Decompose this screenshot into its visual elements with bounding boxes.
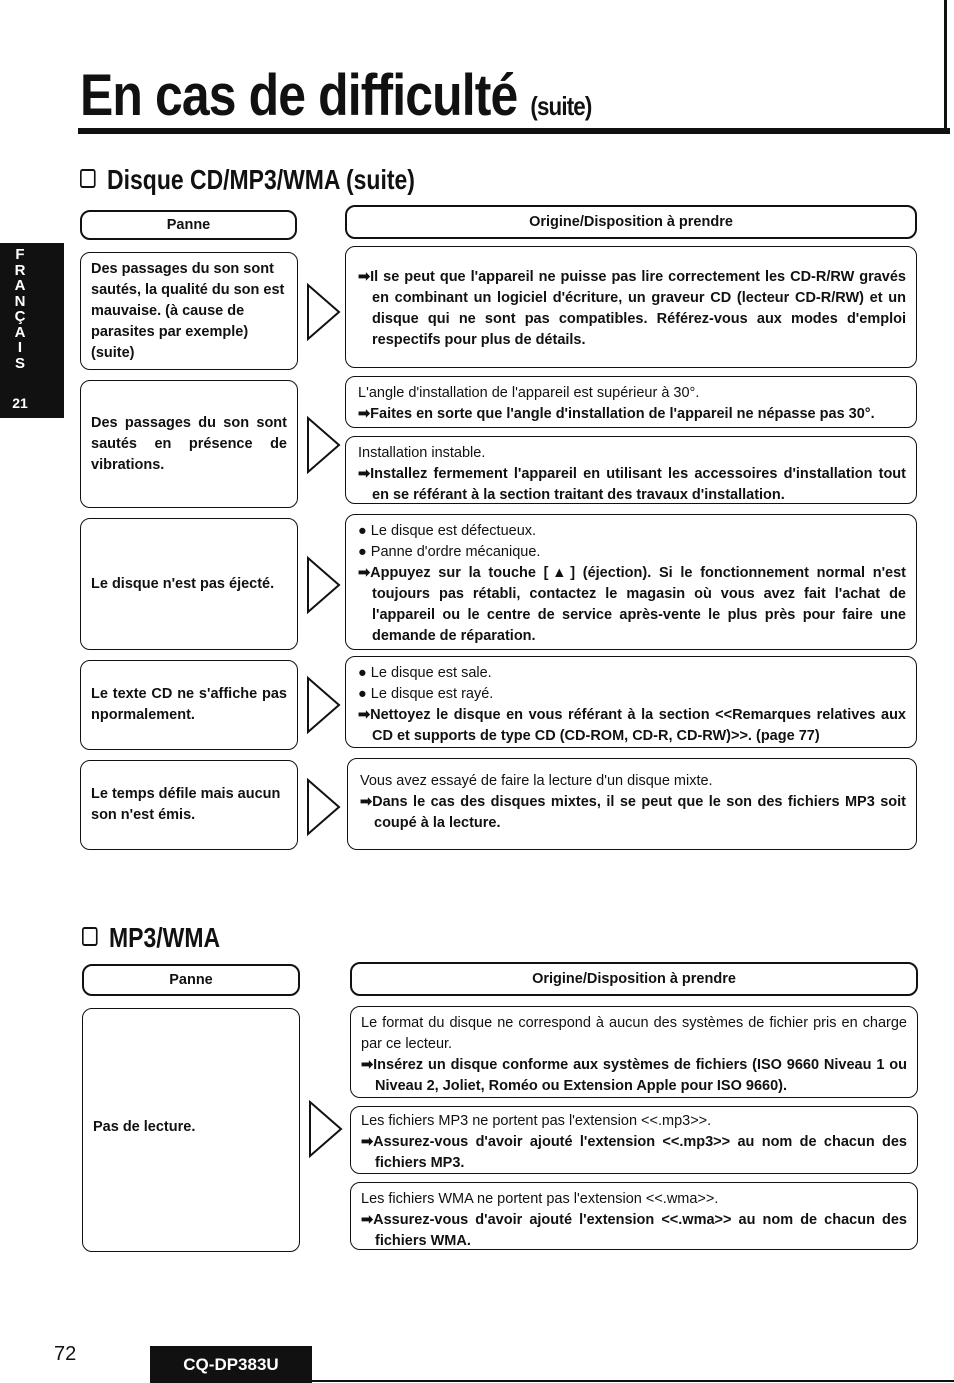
language-tab-letter: S [14, 354, 25, 372]
cause-remedy: ➡Insérez un disque conforme aux systèmes de fichiers (ISO 9660 Niveau 1 ou Niveau 2, Joliet, Roméo ou Extension Apple pour ISO 9660). [361, 1057, 907, 1094]
language-tab-letters [0, 247, 40, 371]
problem-text: Le temps défile mais aucun son n'est émis. [91, 786, 281, 823]
language-tab-letter: N [14, 292, 26, 310]
cause-remedy: ➡Appuyez sur la touche [▲] (éjection). Si le fonctionnement normal n'est toujours pas rétabli, contactez le magasin où vous avez fait l'achat de l'appareil ou le centre de service après-vente le plus près pour faire une demande de réparation. [358, 565, 906, 644]
cause-box [345, 514, 917, 650]
checkbox-square-icon [80, 169, 96, 188]
cause-remedy: ➡Il se peut que l'appareil ne puisse pas lire correctement les CD-R/RW gravés en combinant un logiciel d'écriture, un graveur CD (lecteur CD-R/RW) et un disque qui ne sont pas compatibles. Référez-vous aux modes d'emploi respectifs pour plus de détails. [358, 269, 906, 348]
problem-text: Des passages du son sont sautés, la qualité du son est mauvaise. (à cause de parasites par exemple) (suite) [91, 261, 285, 361]
cause-text: ● Le disque est sale. [358, 665, 492, 681]
cause-text: Les fichiers MP3 ne portent pas l'extension <<.mp3>>. [361, 1113, 712, 1129]
cause-box [347, 758, 917, 850]
section-heading-mp3 [82, 922, 220, 954]
problem-text: Le texte CD ne s'affiche pas npormalement. [91, 686, 287, 723]
section-number: 21 [12, 395, 28, 411]
arrow-right-icon [306, 676, 342, 734]
problem-box [80, 380, 298, 508]
cause-remedy: ➡Assurez-vous d'avoir ajouté l'extension <<.mp3>> au nom de chacun des fichiers MP3. [361, 1134, 907, 1171]
language-tab-letter: A [14, 277, 26, 294]
cause-remedy: ➡Dans le cas des disques mixtes, il se peut que le son des fichiers MP3 soit coupé à la lecture. [360, 794, 906, 831]
language-tab-letter: Ç [14, 308, 26, 325]
right-edge-rule [944, 0, 947, 134]
section-heading-cd [80, 164, 415, 196]
cause-remedy: ➡Installez fermement l'appareil en utilisant les accessoires d'installation tout en se référant à la section traitant des travaux d'installation. [358, 466, 906, 503]
cause-box [345, 656, 917, 748]
language-tab-letter: R [14, 261, 26, 279]
arrow-right-icon [306, 778, 342, 836]
cause-remedy: ➡Nettoyez le disque en vous référant à la section <<Remarques relatives aux CD et supports de type CD (CD-ROM, CD-R, CD-RW)>>. (page 77) [358, 707, 906, 744]
column-header-problem: Panne [82, 964, 300, 996]
problem-box [82, 1008, 300, 1252]
cause-remedy: ➡Assurez-vous d'avoir ajouté l'extension <<.wma>> au nom de chacun des fichiers WMA. [361, 1212, 907, 1249]
title-rule [78, 128, 950, 134]
cause-text: L'angle d'installation de l'appareil est supérieur à 30°. [358, 385, 700, 401]
problem-box [80, 252, 298, 370]
footer-rule [150, 1380, 954, 1382]
page-title [80, 62, 591, 129]
column-header-problem: Panne [80, 210, 297, 240]
cause-text: ● Le disque est défectueux. [358, 523, 537, 539]
arrow-right-icon [308, 1100, 344, 1158]
column-header-cause: Origine/Disposition à prendre [350, 962, 918, 996]
cause-box [345, 246, 917, 368]
arrow-right-icon [306, 556, 342, 614]
cause-box [350, 1106, 918, 1174]
model-label: CQ-DP383U [150, 1346, 312, 1383]
problem-text: Des passages du son sont sautés en présence de vibrations. [91, 414, 287, 473]
problem-text: Pas de lecture. [93, 1119, 196, 1135]
cause-box [350, 1006, 918, 1098]
cause-text: Les fichiers WMA ne portent pas l'extension <<.wma>>. [361, 1191, 719, 1207]
problem-box [80, 518, 298, 650]
cause-box [350, 1182, 918, 1250]
cause-text: Le format du disque ne correspond à aucun des systèmes de fichier pris en charge par ce lecteur. [361, 1015, 907, 1052]
language-tab-letter: F [15, 246, 25, 263]
column-header-cause: Origine/Disposition à prendre [345, 205, 917, 239]
section-heading-text: MP3/WMA [109, 922, 221, 953]
language-tab-letter: A [14, 323, 26, 341]
arrow-right-icon [306, 283, 342, 341]
checkbox-square-icon [82, 927, 98, 946]
cause-text: Installation instable. [358, 445, 486, 461]
cause-text: Vous avez essayé de faire la lecture d'un disque mixte. [360, 773, 713, 789]
problem-text: Le disque n'est pas éjecté. [91, 575, 275, 592]
cause-text: ● Panne d'ordre mécanique. [358, 544, 541, 560]
problem-box [80, 660, 298, 750]
language-tab-letter: I [17, 339, 23, 356]
cause-box [345, 436, 917, 504]
cause-remedy: ➡Faites en sorte que l'angle d'installation de l'appareil ne népasse pas 30°. [358, 406, 875, 422]
cause-box [345, 376, 917, 428]
section-heading-text: Disque CD/MP3/WMA (suite) [107, 164, 415, 195]
page-number: 72 [54, 1343, 77, 1365]
language-tab [0, 243, 64, 418]
problem-box [80, 760, 298, 850]
arrow-right-icon [306, 416, 342, 474]
cause-text: ● Le disque est rayé. [358, 686, 494, 702]
page-title-text: En cas de difficulté [80, 63, 518, 128]
page-title-suffix: (suite) [530, 91, 592, 121]
